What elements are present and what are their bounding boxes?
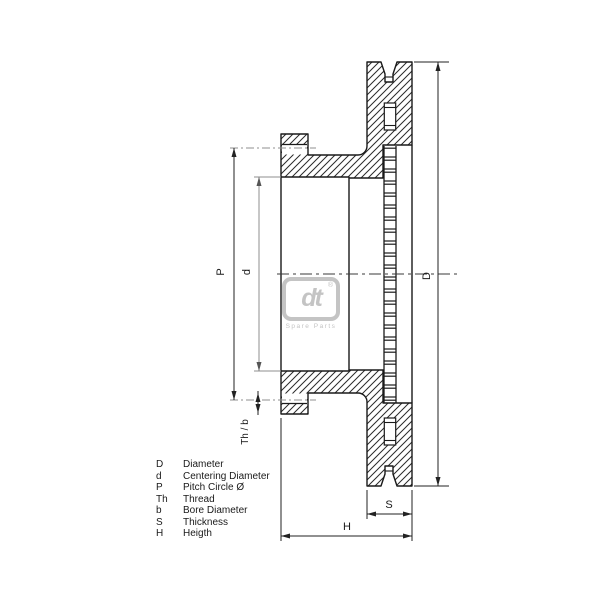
- legend-symbol: b: [156, 505, 162, 516]
- registered-mark: ®: [327, 282, 333, 289]
- legend-row: [156, 505, 270, 517]
- legend-symbol: d: [156, 470, 162, 482]
- legend-label: Centering Diameter: [183, 470, 270, 482]
- bolt-hole-top: [282, 145, 307, 155]
- dim-th-b: [240, 391, 261, 445]
- legend-label: Thickness: [183, 516, 229, 528]
- legend-row: [156, 459, 270, 471]
- legend-row: [156, 482, 270, 494]
- dim-label-D: D: [421, 272, 433, 280]
- legend-label: Heigth: [183, 528, 212, 539]
- legend-label: Thread: [183, 493, 215, 505]
- dim-label-P: P: [215, 268, 227, 276]
- dim-P: [215, 148, 237, 400]
- legend-symbol: Th: [156, 493, 168, 505]
- extension-lines-gray: [254, 177, 281, 371]
- legend: [156, 459, 270, 540]
- legend-label: Diameter: [183, 459, 224, 470]
- legend-row: [156, 517, 270, 529]
- legend-symbol: H: [156, 528, 164, 539]
- legend-row: [156, 494, 270, 506]
- legend-symbol: P: [156, 482, 163, 493]
- dim-S: [367, 490, 412, 541]
- dim-label-th-b: Th / b: [240, 419, 251, 445]
- legend-symbol: S: [156, 516, 163, 528]
- legend-label: Pitch Circle Ø: [183, 482, 245, 493]
- dim-label-H: H: [343, 521, 351, 533]
- dim-d: [241, 177, 262, 371]
- dt-logo-text: dt: [301, 283, 321, 312]
- legend-row: [156, 528, 270, 540]
- dt-logo-subtitle: Spare Parts: [285, 323, 337, 330]
- dt-logo-box: [282, 277, 340, 321]
- legend-label: Bore Diameter: [183, 505, 248, 516]
- dim-label-d: d: [241, 268, 253, 276]
- legend-symbol: D: [156, 459, 164, 470]
- dt-spare-parts-logo: [282, 277, 340, 330]
- dim-label-S: S: [385, 499, 393, 511]
- legend-row: [156, 471, 270, 483]
- bolt-hole-bottom: [282, 394, 307, 404]
